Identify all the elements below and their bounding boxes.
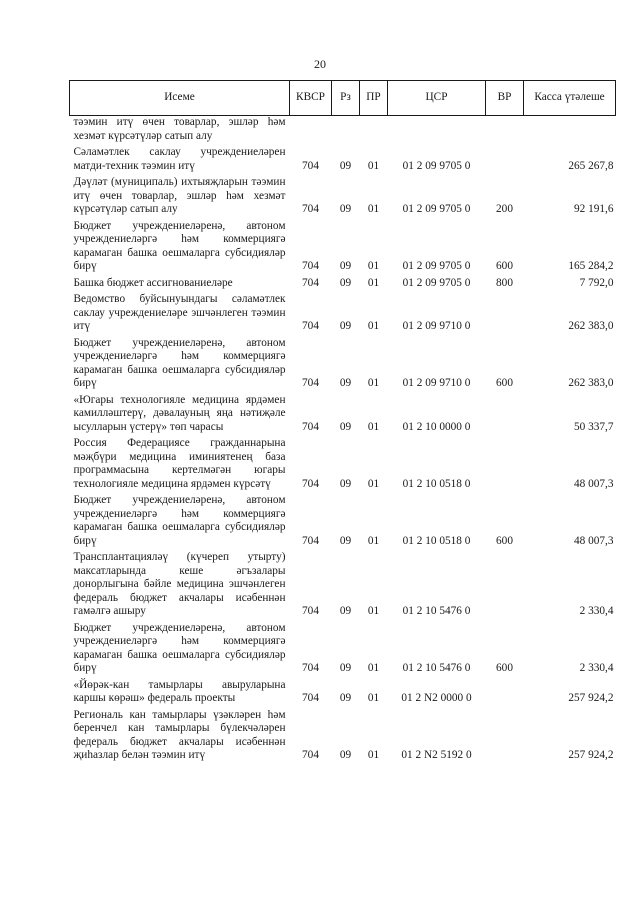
row-vr bbox=[486, 394, 524, 438]
row-sum: 265 267,8 bbox=[568, 159, 614, 172]
row-name: Трансплантацияләү (күчереп утырту) максатларында кеше әгъзалары донорлыгына бәйле медицина эшчәнлеген федераль бюджет акчалары исәбеннән гамәлгә ашыру bbox=[73, 551, 286, 617]
table-row bbox=[70, 220, 616, 277]
row-rz: 09 bbox=[339, 605, 352, 617]
row-kvsr: 704 bbox=[302, 692, 319, 704]
row-name: Ведомство буйсынуындагы сәламәтлек саклау учреждениеләре эшчәнлеген тәэмин итү bbox=[73, 293, 286, 332]
row-sum: 262 383,0 bbox=[568, 377, 614, 389]
row-name: Сәламәтлек саклау учреждениеләрен матди-техник тәэмин итү bbox=[73, 146, 286, 172]
row-vr bbox=[486, 551, 524, 622]
row-csr: 01 2 10 0000 0 bbox=[402, 420, 471, 433]
row-pr: 01 bbox=[367, 320, 380, 332]
table-row bbox=[70, 176, 616, 220]
row-vr: 600 bbox=[496, 662, 513, 674]
row-csr: 01 2 09 9705 0 bbox=[402, 260, 471, 272]
row-sum: 2 330,4 bbox=[579, 605, 614, 617]
row-rz: 09 bbox=[339, 477, 352, 490]
page-number: 20 bbox=[314, 57, 326, 71]
row-name: Бюджет учреждениеләренә, автоном учреждениеләргә һәм коммерциягә карамаган башка оешмаларга субсидияләр бирү bbox=[73, 494, 286, 547]
row-kvsr: 704 bbox=[302, 420, 319, 433]
header-name: Исеме bbox=[70, 81, 290, 116]
row-kvsr: 704 bbox=[302, 260, 319, 272]
row-rz bbox=[332, 116, 360, 147]
row-kvsr: 704 bbox=[302, 377, 319, 389]
row-vr: 600 bbox=[496, 377, 513, 389]
row-pr: 01 bbox=[367, 276, 380, 289]
row-sum: 48 007,3 bbox=[573, 477, 614, 490]
header-vr: ВР bbox=[486, 81, 524, 116]
header-rz: Рз bbox=[332, 81, 360, 116]
table-row bbox=[70, 277, 616, 294]
table-row bbox=[70, 709, 616, 766]
header-sum: Касса үтәлеше bbox=[524, 81, 616, 116]
row-rz: 09 bbox=[339, 377, 352, 389]
row-kvsr: 704 bbox=[302, 276, 319, 289]
row-name: Бюджет учреждениеләренә, автоном учреждениеләргә һәм коммерциягә карамаган башка оешмаларга субсидияләр бирү bbox=[73, 336, 286, 389]
row-sum: 262 383,0 bbox=[568, 320, 614, 332]
row-pr: 01 bbox=[367, 203, 380, 215]
row-rz: 09 bbox=[339, 203, 352, 215]
row-name: Башка бюджет ассигнованиеләре bbox=[73, 276, 233, 289]
row-sum bbox=[524, 116, 616, 147]
row-kvsr bbox=[290, 116, 332, 147]
row-pr: 01 bbox=[367, 377, 380, 389]
row-kvsr: 704 bbox=[302, 605, 319, 617]
row-vr: 600 bbox=[496, 534, 513, 547]
row-vr bbox=[486, 709, 524, 766]
row-kvsr: 704 bbox=[302, 534, 319, 547]
row-name: тәэмин итү өчен товарлар, эшләр һәм хезмәт күрсәтүләр сатып алу bbox=[73, 116, 286, 142]
row-kvsr: 704 bbox=[302, 203, 319, 215]
table-row bbox=[70, 337, 616, 394]
row-pr: 01 bbox=[367, 159, 380, 172]
row-name: Россия Федерациясе гражданнарына мәҗбүри медицина иминиятенең база программасына кертелмәгән югары технологияле медицина ярдәмен күрсәтү bbox=[73, 437, 286, 490]
row-pr: 01 bbox=[367, 477, 380, 490]
row-csr: 01 2 N2 0000 0 bbox=[401, 692, 472, 704]
row-vr bbox=[486, 116, 524, 147]
table-row bbox=[70, 437, 616, 494]
row-vr bbox=[486, 679, 524, 709]
row-name: «Югары технологияле медицина ярдәмен камилләштерү, дәвалауның яңа нәтиҗәле ысулларын үстерү» төп чарасы bbox=[73, 393, 286, 433]
row-vr: 200 bbox=[496, 203, 513, 215]
table-row bbox=[70, 293, 616, 337]
row-csr: 01 2 10 0518 0 bbox=[402, 534, 471, 547]
table-row bbox=[70, 116, 616, 147]
row-vr bbox=[486, 293, 524, 337]
row-pr: 01 bbox=[367, 605, 380, 617]
row-name: Региональ кан тамырлары үзәкләрен һәм беренчел кан тамырлары бүлекчәләрен федераль бюджет акчалары исәбеннән җиһазлар белән тәэмин итү bbox=[73, 708, 286, 761]
table-row bbox=[70, 679, 616, 709]
row-sum: 7 792,0 bbox=[579, 276, 614, 289]
row-pr bbox=[360, 116, 388, 147]
table-header bbox=[70, 81, 616, 116]
row-csr: 01 2 09 9705 0 bbox=[402, 203, 471, 215]
row-rz: 09 bbox=[339, 320, 352, 332]
budget-table bbox=[69, 80, 616, 766]
row-rz: 09 bbox=[339, 420, 352, 433]
row-sum: 92 191,6 bbox=[573, 203, 614, 215]
row-vr bbox=[486, 146, 524, 176]
table-row bbox=[70, 146, 616, 176]
row-rz: 09 bbox=[339, 159, 352, 172]
row-sum: 48 007,3 bbox=[573, 534, 614, 547]
header-csr: ЦСР bbox=[388, 81, 486, 116]
row-sum: 2 330,4 bbox=[579, 662, 614, 674]
header-kvsr: КВСР bbox=[290, 81, 332, 116]
row-kvsr: 704 bbox=[302, 477, 319, 490]
table-body bbox=[70, 116, 616, 766]
row-rz: 09 bbox=[339, 534, 352, 547]
row-sum: 257 924,2 bbox=[568, 749, 614, 761]
row-kvsr: 704 bbox=[302, 662, 319, 674]
row-csr: 01 2 09 9710 0 bbox=[402, 377, 471, 389]
row-vr: 600 bbox=[496, 260, 513, 272]
row-rz: 09 bbox=[339, 692, 352, 704]
row-pr: 01 bbox=[367, 534, 380, 547]
row-pr: 01 bbox=[367, 260, 380, 272]
row-pr: 01 bbox=[367, 749, 380, 761]
row-csr bbox=[388, 116, 486, 147]
row-name: Дәүләт (муниципаль) ихтыяҗларын тәэмин итү өчен товарлар, эшләр һәм хезмәт күрсәтүләр сатып алу bbox=[73, 176, 286, 215]
row-csr: 01 2 N2 5192 0 bbox=[401, 749, 472, 761]
header-pr: ПР bbox=[360, 81, 388, 116]
row-kvsr: 704 bbox=[302, 159, 319, 172]
row-csr: 01 2 09 9705 0 bbox=[402, 159, 471, 172]
row-vr bbox=[486, 437, 524, 494]
row-rz: 09 bbox=[339, 749, 352, 761]
row-pr: 01 bbox=[367, 420, 380, 433]
row-rz: 09 bbox=[339, 276, 352, 289]
row-kvsr: 704 bbox=[302, 749, 319, 761]
row-pr: 01 bbox=[367, 662, 380, 674]
row-csr: 01 2 09 9710 0 bbox=[402, 320, 471, 332]
row-csr: 01 2 10 5476 0 bbox=[402, 662, 471, 674]
row-sum: 257 924,2 bbox=[568, 692, 614, 704]
row-csr: 01 2 10 5476 0 bbox=[402, 605, 471, 617]
row-name: Бюджет учреждениеләренә, автоном учреждениеләргә һәм коммерциягә карамаган башка оешмаларга субсидияләр бирү bbox=[73, 219, 286, 272]
row-name: «Йөрәк-кан тамырлары авыруларына каршы көрәш» федераль проекты bbox=[73, 678, 286, 704]
table-row bbox=[70, 551, 616, 622]
row-sum: 165 284,2 bbox=[568, 260, 614, 272]
table-row bbox=[70, 394, 616, 438]
row-kvsr: 704 bbox=[302, 320, 319, 332]
row-vr: 800 bbox=[496, 276, 513, 289]
row-csr: 01 2 10 0518 0 bbox=[402, 477, 471, 490]
row-sum: 50 337,7 bbox=[573, 420, 614, 433]
row-rz: 09 bbox=[339, 260, 352, 272]
row-pr: 01 bbox=[367, 692, 380, 704]
row-csr: 01 2 09 9705 0 bbox=[402, 276, 471, 289]
row-name: Бюджет учреждениеләренә, автоном учреждениеләргә һәм коммерциягә карамаган башка оешмаларга субсидияләр бирү bbox=[73, 621, 286, 674]
table-row bbox=[70, 622, 616, 679]
row-rz: 09 bbox=[339, 662, 352, 674]
table-row bbox=[70, 494, 616, 551]
